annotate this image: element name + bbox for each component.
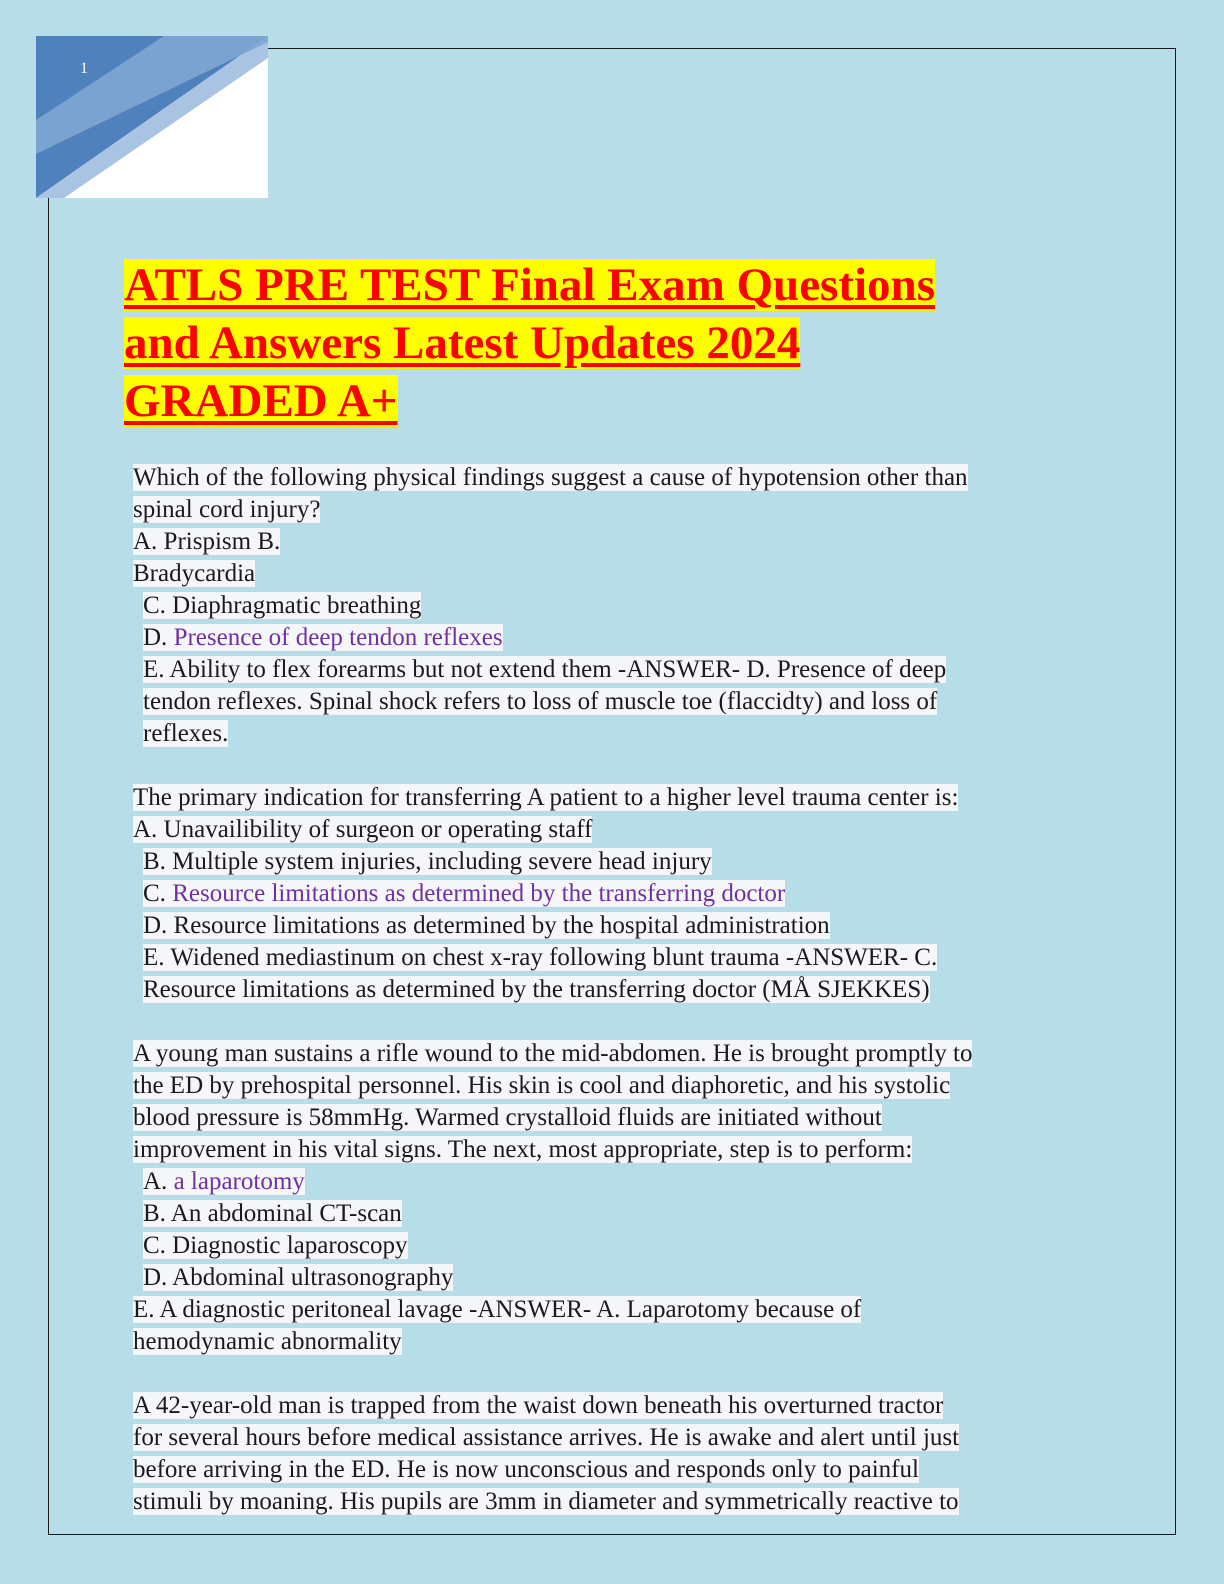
- option-e-line: E. Widened mediastinum on chest x-ray following blunt trauma -ANSWER- C.: [143, 944, 938, 971]
- question-stem-line: blood pressure is 58mmHg. Warmed crystalloid fluids are initiated without: [133, 1104, 882, 1131]
- option-a: [143, 1168, 305, 1195]
- question-stem-line: spinal cord injury?: [133, 496, 321, 523]
- title-line-1: ATLS PRE TEST Final Exam Questions: [124, 259, 935, 311]
- option-c: [143, 880, 785, 907]
- question-stem-line: before arriving in the ED. He is now unconscious and responds only to painful: [133, 1456, 919, 1483]
- question-stem-line: the ED by prehospital personnel. His skin is cool and diaphoretic, and his systolic: [133, 1072, 951, 1099]
- question-stem-line: A 42-year-old man is trapped from the waist down beneath his overturned tractor: [133, 1392, 944, 1419]
- option-d: [143, 624, 503, 651]
- correct-answer-highlight: Presence of deep tendon reflexes: [173, 624, 503, 651]
- title-line-3: GRADED A+: [124, 375, 398, 427]
- question-3: [133, 1038, 1073, 1358]
- option-e-line: E. A diagnostic peritoneal lavage -ANSWER- A. Laparotomy because of: [133, 1296, 862, 1323]
- answer-explanation-line: reflexes.: [143, 720, 229, 747]
- answer-explanation-line: Resource limitations as determined by the transferring doctor (MÅ SJEKKES): [143, 976, 930, 1003]
- correct-answer-highlight: a laparotomy: [173, 1168, 305, 1195]
- question-stem-line: Which of the following physical findings suggest a cause of hypotension other than: [133, 464, 968, 491]
- option-e-line: E. Ability to flex forearms but not extend them -ANSWER- D. Presence of deep: [143, 656, 947, 683]
- answer-explanation-line: hemodynamic abnormality: [133, 1328, 402, 1355]
- option-d: D. Abdominal ultrasonography: [143, 1264, 454, 1291]
- option-b: Bradycardia: [133, 560, 256, 587]
- option-c: C. Diagnostic laparoscopy: [143, 1232, 408, 1259]
- option-a-prefix: A.: [143, 1168, 174, 1195]
- question-1: [133, 462, 1073, 750]
- question-stem-line: for several hours before medical assistance arrives. He is awake and alert until just: [133, 1424, 960, 1451]
- corner-decoration: [36, 36, 268, 198]
- question-stem-line: improvement in his vital signs. The next, most appropriate, step is to perform:: [133, 1136, 913, 1163]
- option-d: D. Resource limitations as determined by the hospital administration: [143, 912, 830, 939]
- question-2: [133, 782, 1073, 1006]
- option-b: B. An abdominal CT-scan: [143, 1200, 402, 1227]
- document-body: [133, 462, 1073, 1518]
- option-b: B. Multiple system injuries, including severe head injury: [143, 848, 712, 875]
- question-stem-line: The primary indication for transferring A patient to a higher level trauma center is:: [133, 784, 959, 811]
- title-line-2: and Answers Latest Updates 2024: [124, 317, 801, 369]
- question-stem-line: A young man sustains a rifle wound to the mid-abdomen. He is brought promptly to: [133, 1040, 973, 1067]
- option-a: A. Unavailibility of surgeon or operating staff: [133, 816, 593, 843]
- option-a: A. Prispism B.: [133, 528, 281, 555]
- option-d-prefix: D.: [143, 624, 174, 651]
- answer-explanation-line: tendon reflexes. Spinal shock refers to loss of muscle toe (flaccidty) and loss of: [143, 688, 938, 715]
- question-stem-line: stimuli by moaning. His pupils are 3mm in diameter and symmetrically reactive to: [133, 1488, 959, 1515]
- page-number: 1: [80, 60, 88, 77]
- option-c: C. Diaphragmatic breathing: [143, 592, 422, 619]
- question-4: [133, 1390, 1073, 1518]
- correct-answer-highlight: Resource limitations as determined by the transferring doctor: [172, 880, 786, 907]
- option-c-prefix: C.: [143, 880, 173, 907]
- document-title: [124, 256, 1084, 430]
